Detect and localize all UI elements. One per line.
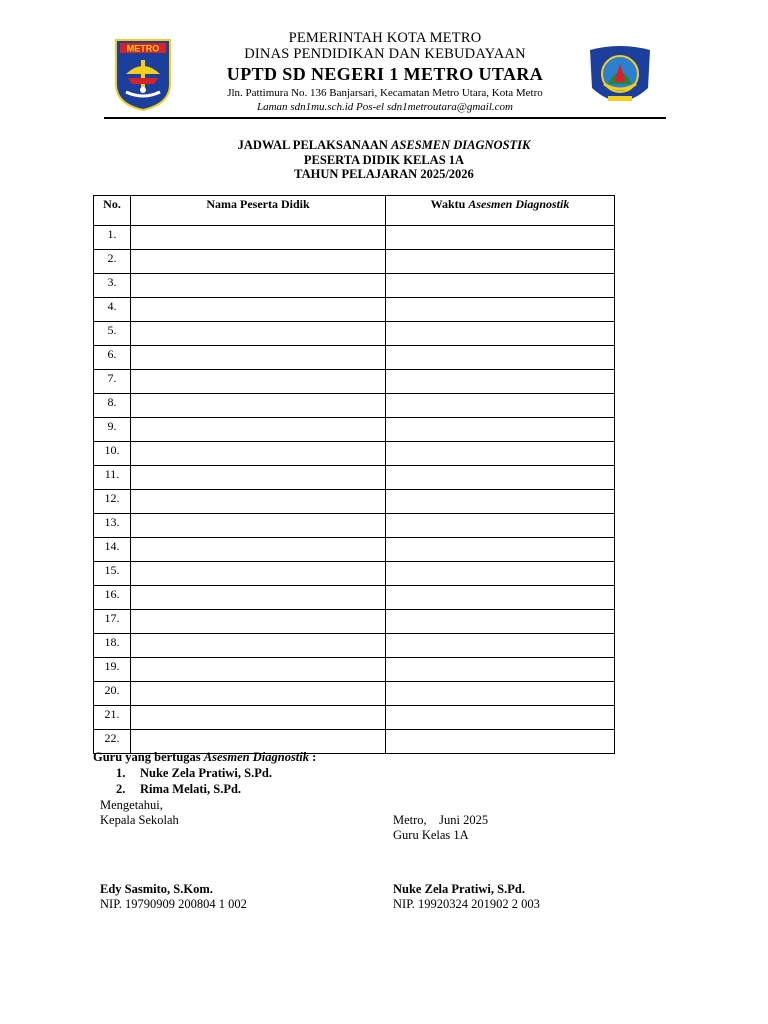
table-row <box>94 274 615 298</box>
table-header-row <box>94 196 615 226</box>
student-name-cell <box>131 322 386 346</box>
student-name-cell <box>131 298 386 322</box>
table-row <box>94 322 615 346</box>
principal-name: Edy Sasmito, S.Kom. <box>100 882 213 896</box>
row-number: 4. <box>94 298 131 322</box>
school-address: Jln. Pattimura No. 136 Banjarsari, Kecamatan Metro Utara, Kota Metro <box>227 87 543 99</box>
title-line-1: JADWAL PELAKSANAAN ASESMEN DIAGNOSTIK <box>237 138 531 152</box>
assessment-time-cell <box>386 226 615 250</box>
student-name-cell <box>131 610 386 634</box>
table-row <box>94 658 615 682</box>
table-row <box>94 250 615 274</box>
letterhead <box>0 0 768 125</box>
department-name: DINAS PENDIDIKAN DAN KEBUDAYAAN <box>244 46 526 62</box>
table-row <box>94 634 615 658</box>
row-number: 9. <box>94 418 131 442</box>
table-row <box>94 514 615 538</box>
row-number: 19. <box>94 658 131 682</box>
row-number: 3. <box>94 274 131 298</box>
row-number: 6. <box>94 346 131 370</box>
assessment-time-cell <box>386 418 615 442</box>
assessment-time-cell <box>386 586 615 610</box>
table-row <box>94 490 615 514</box>
assessment-time-cell <box>386 706 615 730</box>
table-row <box>94 586 615 610</box>
row-number: 14. <box>94 538 131 562</box>
table-row <box>94 370 615 394</box>
class-teacher-role: Guru Kelas 1A <box>393 828 469 842</box>
teacher-item: 2. Rima Melati, S.Pd. <box>116 782 242 796</box>
assessment-time-cell <box>386 322 615 346</box>
class-teacher-nip: NIP. 19920324 201902 2 003 <box>393 897 540 911</box>
table-row <box>94 562 615 586</box>
school-contact: Laman sdn1mu.sch.id Pos-el sdn1metroutara@gmail.com <box>257 101 513 113</box>
row-number: 22. <box>94 730 131 754</box>
student-name-cell <box>131 466 386 490</box>
row-number: 12. <box>94 490 131 514</box>
assessment-time-cell <box>386 346 615 370</box>
education-office-emblem-icon <box>584 44 656 110</box>
table-row <box>94 442 615 466</box>
table-row <box>94 610 615 634</box>
assessment-time-cell <box>386 250 615 274</box>
assessment-time-cell <box>386 538 615 562</box>
row-number: 2. <box>94 250 131 274</box>
class-teacher-name: Nuke Zela Pratiwi, S.Pd. <box>393 882 525 896</box>
assessment-time-cell <box>386 442 615 466</box>
row-number: 8. <box>94 394 131 418</box>
emblem-lettering: METRO <box>126 43 160 54</box>
student-name-cell <box>131 682 386 706</box>
header-assessment-time: Waktu Asesmen Diagnostik <box>386 196 615 226</box>
table-row <box>94 226 615 250</box>
row-number: 16. <box>94 586 131 610</box>
student-name-cell <box>131 514 386 538</box>
table-row <box>94 418 615 442</box>
student-name-cell <box>131 418 386 442</box>
student-name-cell <box>131 250 386 274</box>
row-number: 17. <box>94 610 131 634</box>
assessment-time-cell <box>386 730 615 754</box>
assessment-time-cell <box>386 658 615 682</box>
table-row <box>94 298 615 322</box>
student-name-cell <box>131 562 386 586</box>
student-name-cell <box>131 706 386 730</box>
title-line-2: PESERTA DIDIK KELAS 1A <box>303 152 465 167</box>
header-no: No. <box>94 196 131 226</box>
student-name-cell <box>131 346 386 370</box>
student-name-cell <box>131 634 386 658</box>
assessment-time-cell <box>386 514 615 538</box>
assessment-time-cell <box>386 610 615 634</box>
table-row <box>94 706 615 730</box>
student-name-cell <box>131 490 386 514</box>
place-date: Metro, Juni 2025 <box>393 813 489 827</box>
row-number: 13. <box>94 514 131 538</box>
metro-city-emblem-icon <box>114 38 172 112</box>
letterhead-divider <box>104 117 666 119</box>
school-name: UPTD SD NEGERI 1 METRO UTARA <box>226 64 544 84</box>
student-name-cell <box>131 658 386 682</box>
principal-role: Kepala Sekolah <box>100 813 179 827</box>
row-number: 1. <box>94 226 131 250</box>
assessment-time-cell <box>386 634 615 658</box>
assessment-time-cell <box>386 490 615 514</box>
assessment-time-cell <box>386 562 615 586</box>
student-name-cell <box>131 274 386 298</box>
title-line-3: TAHUN PELAJARAN 2025/2026 <box>294 167 474 181</box>
assessment-time-cell <box>386 394 615 418</box>
schedule-table <box>93 195 615 754</box>
row-number: 7. <box>94 370 131 394</box>
student-name-cell <box>131 442 386 466</box>
row-number: 11. <box>94 466 131 490</box>
assessment-time-cell <box>386 682 615 706</box>
document-title <box>0 138 768 182</box>
table-row <box>94 394 615 418</box>
table-row <box>94 682 615 706</box>
assessment-time-cell <box>386 370 615 394</box>
table-row <box>94 538 615 562</box>
student-name-cell <box>131 538 386 562</box>
assessment-time-cell <box>386 466 615 490</box>
row-number: 5. <box>94 322 131 346</box>
principal-nip: NIP. 19790909 200804 1 002 <box>100 897 247 911</box>
government-name: PEMERINTAH KOTA METRO <box>288 30 482 46</box>
student-name-cell <box>131 586 386 610</box>
teachers-heading: Guru yang bertugas Asesmen Diagnostik : <box>93 750 317 764</box>
row-number: 18. <box>94 634 131 658</box>
table-row <box>94 466 615 490</box>
student-name-cell <box>131 394 386 418</box>
teacher-item: 1. Nuke Zela Pratiwi, S.Pd. <box>116 766 272 780</box>
table-row <box>94 346 615 370</box>
assessment-time-cell <box>386 274 615 298</box>
student-name-cell <box>131 226 386 250</box>
acknowledgement-label: Mengetahui, <box>100 798 163 812</box>
row-number: 15. <box>94 562 131 586</box>
header-student-name: Nama Peserta Didik <box>131 196 386 226</box>
row-number: 20. <box>94 682 131 706</box>
assessment-time-cell <box>386 298 615 322</box>
student-name-cell <box>131 370 386 394</box>
row-number: 10. <box>94 442 131 466</box>
row-number: 21. <box>94 706 131 730</box>
